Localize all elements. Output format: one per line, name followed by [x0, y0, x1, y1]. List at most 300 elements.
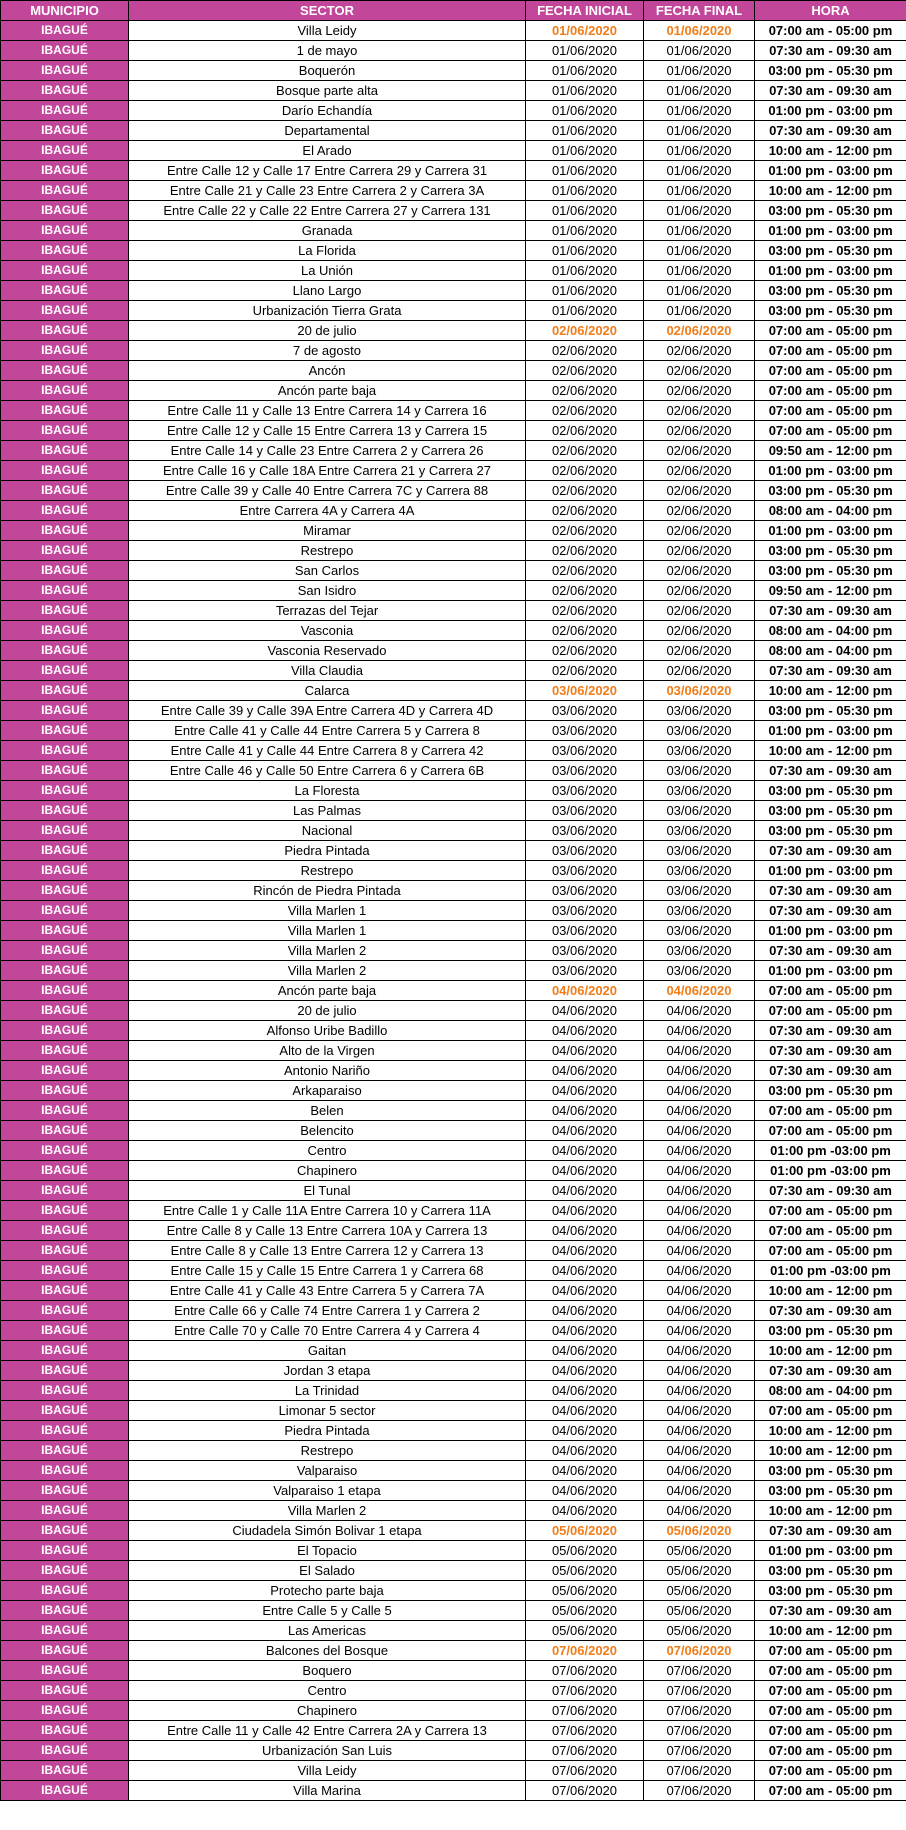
municipio-cell: IBAGUÉ	[1, 761, 129, 781]
hora-cell: 07:30 am - 09:30 am	[755, 761, 906, 781]
hora-cell: 07:30 am - 09:30 am	[755, 41, 906, 61]
hora-cell: 08:00 am - 04:00 pm	[755, 641, 906, 661]
fecha-final-cell: 04/06/2020	[644, 981, 755, 1001]
table-row	[1, 1041, 906, 1061]
municipio-cell: IBAGUÉ	[1, 681, 129, 701]
fecha-final-cell: 01/06/2020	[644, 261, 755, 281]
hora-cell: 08:00 am - 04:00 pm	[755, 1381, 906, 1401]
fecha-inicial-cell: 02/06/2020	[526, 561, 644, 581]
fecha-final-cell: 03/06/2020	[644, 681, 755, 701]
hora-cell: 03:00 pm - 05:30 pm	[755, 241, 906, 261]
fecha-final-cell: 04/06/2020	[644, 1061, 755, 1081]
sector-cell: Miramar	[129, 521, 526, 541]
table-row	[1, 121, 906, 141]
table-row	[1, 261, 906, 281]
sector-cell: Piedra Pintada	[129, 1421, 526, 1441]
hora-cell: 10:00 am - 12:00 pm	[755, 1501, 906, 1521]
table-row	[1, 981, 906, 1001]
sector-cell: Vasconia	[129, 621, 526, 641]
hora-cell: 07:00 am - 05:00 pm	[755, 1201, 906, 1221]
fecha-final-cell: 04/06/2020	[644, 1161, 755, 1181]
fecha-final-cell: 02/06/2020	[644, 561, 755, 581]
fecha-inicial-cell: 03/06/2020	[526, 701, 644, 721]
sector-cell: Villa Marlen 1	[129, 901, 526, 921]
table-row	[1, 1441, 906, 1461]
fecha-inicial-cell: 03/06/2020	[526, 901, 644, 921]
sector-cell: Vasconia Reservado	[129, 641, 526, 661]
hora-cell: 03:00 pm - 05:30 pm	[755, 1481, 906, 1501]
table-row	[1, 201, 906, 221]
sector-cell: Calarca	[129, 681, 526, 701]
table-row	[1, 1101, 906, 1121]
fecha-final-cell: 01/06/2020	[644, 181, 755, 201]
municipio-cell: IBAGUÉ	[1, 81, 129, 101]
hora-cell: 07:30 am - 09:30 am	[755, 81, 906, 101]
table-row	[1, 1161, 906, 1181]
fecha-final-cell: 07/06/2020	[644, 1721, 755, 1741]
hora-cell: 01:00 pm - 03:00 pm	[755, 161, 906, 181]
header-sector: SECTOR	[129, 1, 526, 21]
hora-cell: 03:00 pm - 05:30 pm	[755, 1321, 906, 1341]
hora-cell: 03:00 pm - 05:30 pm	[755, 781, 906, 801]
fecha-final-cell: 07/06/2020	[644, 1681, 755, 1701]
sector-cell: 7 de agosto	[129, 341, 526, 361]
municipio-cell: IBAGUÉ	[1, 101, 129, 121]
fecha-final-cell: 04/06/2020	[644, 1301, 755, 1321]
sector-cell: Departamental	[129, 121, 526, 141]
sector-cell: Arkaparaiso	[129, 1081, 526, 1101]
fecha-inicial-cell: 04/06/2020	[526, 1361, 644, 1381]
fecha-inicial-cell: 07/06/2020	[526, 1701, 644, 1721]
fecha-inicial-cell: 02/06/2020	[526, 381, 644, 401]
sector-cell: 20 de julio	[129, 1001, 526, 1021]
municipio-cell: IBAGUÉ	[1, 161, 129, 181]
sector-cell: San Carlos	[129, 561, 526, 581]
table-row	[1, 681, 906, 701]
table-row	[1, 1241, 906, 1261]
hora-cell: 01:00 pm - 03:00 pm	[755, 461, 906, 481]
fecha-inicial-cell: 03/06/2020	[526, 841, 644, 861]
sector-cell: 1 de mayo	[129, 41, 526, 61]
sector-cell: Belencito	[129, 1121, 526, 1141]
fecha-final-cell: 07/06/2020	[644, 1701, 755, 1721]
fecha-final-cell: 04/06/2020	[644, 1101, 755, 1121]
municipio-cell: IBAGUÉ	[1, 1261, 129, 1281]
municipio-cell: IBAGUÉ	[1, 401, 129, 421]
municipio-cell: IBAGUÉ	[1, 121, 129, 141]
fecha-inicial-cell: 03/06/2020	[526, 801, 644, 821]
municipio-cell: IBAGUÉ	[1, 181, 129, 201]
fecha-inicial-cell: 04/06/2020	[526, 1441, 644, 1461]
fecha-final-cell: 01/06/2020	[644, 161, 755, 181]
sector-cell: Entre Calle 8 y Calle 13 Entre Carrera 12 y Carrera 13	[129, 1241, 526, 1261]
hora-cell: 10:00 am - 12:00 pm	[755, 1281, 906, 1301]
table-row	[1, 1541, 906, 1561]
sector-cell: Piedra Pintada	[129, 841, 526, 861]
municipio-cell: IBAGUÉ	[1, 641, 129, 661]
hora-cell: 09:50 am - 12:00 pm	[755, 441, 906, 461]
fecha-inicial-cell: 04/06/2020	[526, 1181, 644, 1201]
municipio-cell: IBAGUÉ	[1, 501, 129, 521]
sector-cell: Limonar 5 sector	[129, 1401, 526, 1421]
table-row	[1, 21, 906, 41]
hora-cell: 07:30 am - 09:30 am	[755, 1041, 906, 1061]
fecha-inicial-cell: 02/06/2020	[526, 541, 644, 561]
sector-cell: Restrepo	[129, 541, 526, 561]
fecha-inicial-cell: 01/06/2020	[526, 261, 644, 281]
table-row	[1, 1501, 906, 1521]
fecha-final-cell: 01/06/2020	[644, 301, 755, 321]
fecha-inicial-cell: 04/06/2020	[526, 1341, 644, 1361]
fecha-inicial-cell: 01/06/2020	[526, 301, 644, 321]
fecha-inicial-cell: 05/06/2020	[526, 1601, 644, 1621]
sector-cell: Entre Calle 14 y Calle 23 Entre Carrera 2 y Carrera 26	[129, 441, 526, 461]
hora-cell: 03:00 pm - 05:30 pm	[755, 541, 906, 561]
fecha-final-cell: 04/06/2020	[644, 1461, 755, 1481]
sector-cell: Entre Calle 70 y Calle 70 Entre Carrera 4 y Carrera 4	[129, 1321, 526, 1341]
municipio-cell: IBAGUÉ	[1, 1781, 129, 1801]
fecha-inicial-cell: 02/06/2020	[526, 601, 644, 621]
fecha-inicial-cell: 04/06/2020	[526, 1301, 644, 1321]
table-row	[1, 1001, 906, 1021]
fecha-final-cell: 05/06/2020	[644, 1621, 755, 1641]
hora-cell: 03:00 pm - 05:30 pm	[755, 301, 906, 321]
fecha-final-cell: 04/06/2020	[644, 1241, 755, 1261]
municipio-cell: IBAGUÉ	[1, 581, 129, 601]
sector-cell: El Topacio	[129, 1541, 526, 1561]
fecha-inicial-cell: 02/06/2020	[526, 581, 644, 601]
fecha-inicial-cell: 05/06/2020	[526, 1541, 644, 1561]
sector-cell: Entre Calle 12 y Calle 15 Entre Carrera 13 y Carrera 15	[129, 421, 526, 441]
hora-cell: 07:30 am - 09:30 am	[755, 881, 906, 901]
fecha-inicial-cell: 04/06/2020	[526, 1081, 644, 1101]
fecha-final-cell: 07/06/2020	[644, 1741, 755, 1761]
fecha-final-cell: 03/06/2020	[644, 801, 755, 821]
hora-cell: 03:00 pm - 05:30 pm	[755, 281, 906, 301]
table-row	[1, 621, 906, 641]
fecha-inicial-cell: 07/06/2020	[526, 1741, 644, 1761]
sector-cell: Entre Calle 1 y Calle 11A Entre Carrera 10 y Carrera 11A	[129, 1201, 526, 1221]
fecha-final-cell: 03/06/2020	[644, 721, 755, 741]
hora-cell: 07:30 am - 09:30 am	[755, 1061, 906, 1081]
table-row	[1, 361, 906, 381]
hora-cell: 10:00 am - 12:00 pm	[755, 1621, 906, 1641]
hora-cell: 03:00 pm - 05:30 pm	[755, 801, 906, 821]
fecha-final-cell: 04/06/2020	[644, 1341, 755, 1361]
table-row	[1, 1561, 906, 1581]
municipio-cell: IBAGUÉ	[1, 901, 129, 921]
table-row	[1, 761, 906, 781]
municipio-cell: IBAGUÉ	[1, 361, 129, 381]
municipio-cell: IBAGUÉ	[1, 261, 129, 281]
municipio-cell: IBAGUÉ	[1, 481, 129, 501]
sector-cell: Villa Marlen 2	[129, 941, 526, 961]
municipio-cell: IBAGUÉ	[1, 1581, 129, 1601]
municipio-cell: IBAGUÉ	[1, 1201, 129, 1221]
sector-cell: Balcones del Bosque	[129, 1641, 526, 1661]
sector-cell: Centro	[129, 1141, 526, 1161]
hora-cell: 03:00 pm - 05:30 pm	[755, 201, 906, 221]
table-row	[1, 141, 906, 161]
hora-cell: 07:00 am - 05:00 pm	[755, 1781, 906, 1801]
table-row	[1, 321, 906, 341]
fecha-inicial-cell: 01/06/2020	[526, 61, 644, 81]
table-row	[1, 281, 906, 301]
fecha-inicial-cell: 03/06/2020	[526, 861, 644, 881]
hora-cell: 07:00 am - 05:00 pm	[755, 1121, 906, 1141]
table-row	[1, 101, 906, 121]
municipio-cell: IBAGUÉ	[1, 141, 129, 161]
sector-cell: Centro	[129, 1681, 526, 1701]
municipio-cell: IBAGUÉ	[1, 21, 129, 41]
sector-cell: Urbanización Tierra Grata	[129, 301, 526, 321]
municipio-cell: IBAGUÉ	[1, 1641, 129, 1661]
fecha-final-cell: 04/06/2020	[644, 1021, 755, 1041]
table-row	[1, 161, 906, 181]
fecha-final-cell: 03/06/2020	[644, 841, 755, 861]
fecha-inicial-cell: 04/06/2020	[526, 1041, 644, 1061]
fecha-inicial-cell: 04/06/2020	[526, 1501, 644, 1521]
table-row	[1, 521, 906, 541]
fecha-inicial-cell: 01/06/2020	[526, 161, 644, 181]
sector-cell: Granada	[129, 221, 526, 241]
sector-cell: Gaitan	[129, 1341, 526, 1361]
fecha-inicial-cell: 05/06/2020	[526, 1561, 644, 1581]
fecha-inicial-cell: 01/06/2020	[526, 141, 644, 161]
hora-cell: 08:00 am - 04:00 pm	[755, 621, 906, 641]
fecha-inicial-cell: 03/06/2020	[526, 721, 644, 741]
fecha-final-cell: 01/06/2020	[644, 121, 755, 141]
fecha-final-cell: 04/06/2020	[644, 1281, 755, 1301]
sector-cell: Nacional	[129, 821, 526, 841]
table-row	[1, 801, 906, 821]
municipio-cell: IBAGUÉ	[1, 1241, 129, 1261]
fecha-inicial-cell: 03/06/2020	[526, 781, 644, 801]
table-row	[1, 1461, 906, 1481]
table-row	[1, 1761, 906, 1781]
sector-cell: Las Americas	[129, 1621, 526, 1641]
fecha-final-cell: 02/06/2020	[644, 661, 755, 681]
hora-cell: 09:50 am - 12:00 pm	[755, 581, 906, 601]
hora-cell: 07:30 am - 09:30 am	[755, 1301, 906, 1321]
hora-cell: 07:00 am - 05:00 pm	[755, 1241, 906, 1261]
fecha-final-cell: 04/06/2020	[644, 1481, 755, 1501]
fecha-final-cell: 03/06/2020	[644, 961, 755, 981]
table-row	[1, 381, 906, 401]
municipio-cell: IBAGUÉ	[1, 461, 129, 481]
municipio-cell: IBAGUÉ	[1, 1221, 129, 1241]
table-row	[1, 501, 906, 521]
fecha-inicial-cell: 04/06/2020	[526, 1381, 644, 1401]
fecha-inicial-cell: 04/06/2020	[526, 1321, 644, 1341]
table-row	[1, 881, 906, 901]
table-row	[1, 921, 906, 941]
fecha-inicial-cell: 04/06/2020	[526, 1101, 644, 1121]
hora-cell: 07:00 am - 05:00 pm	[755, 421, 906, 441]
municipio-cell: IBAGUÉ	[1, 61, 129, 81]
fecha-inicial-cell: 02/06/2020	[526, 661, 644, 681]
sector-cell: Entre Calle 39 y Calle 39A Entre Carrera 4D y Carrera 4D	[129, 701, 526, 721]
fecha-inicial-cell: 03/06/2020	[526, 741, 644, 761]
table-row	[1, 1581, 906, 1601]
fecha-inicial-cell: 01/06/2020	[526, 121, 644, 141]
fecha-inicial-cell: 03/06/2020	[526, 681, 644, 701]
hora-cell: 03:00 pm - 05:30 pm	[755, 1461, 906, 1481]
fecha-inicial-cell: 07/06/2020	[526, 1781, 644, 1801]
table-row	[1, 561, 906, 581]
hora-cell: 01:00 pm - 03:00 pm	[755, 921, 906, 941]
municipio-cell: IBAGUÉ	[1, 1701, 129, 1721]
sector-cell: La Florida	[129, 241, 526, 261]
sector-cell: Entre Calle 46 y Calle 50 Entre Carrera 6 y Carrera 6B	[129, 761, 526, 781]
municipio-cell: IBAGUÉ	[1, 701, 129, 721]
fecha-inicial-cell: 05/06/2020	[526, 1521, 644, 1541]
sector-cell: Villa Leidy	[129, 21, 526, 41]
table-row	[1, 541, 906, 561]
table-row	[1, 1781, 906, 1801]
table-row	[1, 441, 906, 461]
fecha-final-cell: 03/06/2020	[644, 701, 755, 721]
hora-cell: 07:00 am - 05:00 pm	[755, 21, 906, 41]
fecha-inicial-cell: 03/06/2020	[526, 881, 644, 901]
table-row	[1, 1221, 906, 1241]
municipio-cell: IBAGUÉ	[1, 1101, 129, 1121]
fecha-inicial-cell: 02/06/2020	[526, 641, 644, 661]
table-row	[1, 741, 906, 761]
municipio-cell: IBAGUÉ	[1, 1761, 129, 1781]
municipio-cell: IBAGUÉ	[1, 1141, 129, 1161]
table-row	[1, 1741, 906, 1761]
fecha-final-cell: 04/06/2020	[644, 1381, 755, 1401]
municipio-cell: IBAGUÉ	[1, 741, 129, 761]
sector-cell: El Tunal	[129, 1181, 526, 1201]
municipio-cell: IBAGUÉ	[1, 921, 129, 941]
fecha-final-cell: 07/06/2020	[644, 1761, 755, 1781]
hora-cell: 01:00 pm - 03:00 pm	[755, 961, 906, 981]
municipio-cell: IBAGUÉ	[1, 621, 129, 641]
municipio-cell: IBAGUÉ	[1, 1341, 129, 1361]
hora-cell: 03:00 pm - 05:30 pm	[755, 1081, 906, 1101]
fecha-final-cell: 02/06/2020	[644, 601, 755, 621]
table-row	[1, 241, 906, 261]
table-row	[1, 781, 906, 801]
hora-cell: 07:30 am - 09:30 am	[755, 121, 906, 141]
fecha-inicial-cell: 01/06/2020	[526, 41, 644, 61]
municipio-cell: IBAGUÉ	[1, 1721, 129, 1741]
hora-cell: 10:00 am - 12:00 pm	[755, 1341, 906, 1361]
municipio-cell: IBAGUÉ	[1, 1661, 129, 1681]
fecha-final-cell: 04/06/2020	[644, 1001, 755, 1021]
fecha-inicial-cell: 07/06/2020	[526, 1681, 644, 1701]
municipio-cell: IBAGUÉ	[1, 861, 129, 881]
fecha-final-cell: 01/06/2020	[644, 201, 755, 221]
fecha-final-cell: 04/06/2020	[644, 1081, 755, 1101]
header-fecha-final: FECHA FINAL	[644, 1, 755, 21]
hora-cell: 03:00 pm - 05:30 pm	[755, 1581, 906, 1601]
municipio-cell: IBAGUÉ	[1, 1561, 129, 1581]
fecha-final-cell: 02/06/2020	[644, 481, 755, 501]
hora-cell: 03:00 pm - 05:30 pm	[755, 481, 906, 501]
fecha-inicial-cell: 05/06/2020	[526, 1621, 644, 1641]
hora-cell: 07:00 am - 05:00 pm	[755, 1701, 906, 1721]
hora-cell: 03:00 pm - 05:30 pm	[755, 61, 906, 81]
hora-cell: 07:30 am - 09:30 am	[755, 901, 906, 921]
fecha-final-cell: 07/06/2020	[644, 1781, 755, 1801]
fecha-inicial-cell: 02/06/2020	[526, 501, 644, 521]
fecha-inicial-cell: 04/06/2020	[526, 1021, 644, 1041]
fecha-final-cell: 01/06/2020	[644, 41, 755, 61]
fecha-inicial-cell: 02/06/2020	[526, 441, 644, 461]
table-row	[1, 961, 906, 981]
table-row	[1, 461, 906, 481]
table-row	[1, 861, 906, 881]
municipio-cell: IBAGUÉ	[1, 1521, 129, 1541]
fecha-final-cell: 04/06/2020	[644, 1181, 755, 1201]
fecha-final-cell: 07/06/2020	[644, 1661, 755, 1681]
hora-cell: 07:00 am - 05:00 pm	[755, 1721, 906, 1741]
sector-cell: Alfonso Uribe Badillo	[129, 1021, 526, 1041]
municipio-cell: IBAGUÉ	[1, 521, 129, 541]
hora-cell: 01:00 pm - 03:00 pm	[755, 861, 906, 881]
fecha-final-cell: 04/06/2020	[644, 1261, 755, 1281]
sector-cell: Ancón	[129, 361, 526, 381]
hora-cell: 07:30 am - 09:30 am	[755, 941, 906, 961]
sector-cell: San Isidro	[129, 581, 526, 601]
fecha-inicial-cell: 04/06/2020	[526, 1261, 644, 1281]
sector-cell: Entre Calle 41 y Calle 43 Entre Carrera 5 y Carrera 7A	[129, 1281, 526, 1301]
fecha-final-cell: 02/06/2020	[644, 361, 755, 381]
sector-cell: Darío Echandía	[129, 101, 526, 121]
municipio-cell: IBAGUÉ	[1, 1181, 129, 1201]
fecha-inicial-cell: 07/06/2020	[526, 1641, 644, 1661]
hora-cell: 07:00 am - 05:00 pm	[755, 341, 906, 361]
fecha-final-cell: 01/06/2020	[644, 141, 755, 161]
sector-cell: Belen	[129, 1101, 526, 1121]
table-row	[1, 1081, 906, 1101]
sector-cell: Entre Calle 15 y Calle 15 Entre Carrera 1 y Carrera 68	[129, 1261, 526, 1281]
table-row	[1, 1381, 906, 1401]
sector-cell: Jordan 3 etapa	[129, 1361, 526, 1381]
hora-cell: 07:00 am - 05:00 pm	[755, 1101, 906, 1121]
municipio-cell: IBAGUÉ	[1, 221, 129, 241]
fecha-inicial-cell: 01/06/2020	[526, 201, 644, 221]
hora-cell: 07:00 am - 05:00 pm	[755, 381, 906, 401]
municipio-cell: IBAGUÉ	[1, 1741, 129, 1761]
sector-cell: Villa Marlen 2	[129, 1501, 526, 1521]
sector-cell: Las Palmas	[129, 801, 526, 821]
fecha-inicial-cell: 01/06/2020	[526, 21, 644, 41]
municipio-cell: IBAGUÉ	[1, 981, 129, 1001]
fecha-inicial-cell: 02/06/2020	[526, 401, 644, 421]
fecha-inicial-cell: 02/06/2020	[526, 321, 644, 341]
table-row	[1, 1201, 906, 1221]
fecha-inicial-cell: 04/06/2020	[526, 1161, 644, 1181]
table-row	[1, 1601, 906, 1621]
sector-cell: Villa Leidy	[129, 1761, 526, 1781]
fecha-inicial-cell: 07/06/2020	[526, 1661, 644, 1681]
hora-cell: 01:00 pm -03:00 pm	[755, 1141, 906, 1161]
table-row	[1, 1181, 906, 1201]
fecha-inicial-cell: 04/06/2020	[526, 1401, 644, 1421]
table-row	[1, 341, 906, 361]
hora-cell: 07:00 am - 05:00 pm	[755, 401, 906, 421]
fecha-inicial-cell: 02/06/2020	[526, 361, 644, 381]
sector-cell: Entre Calle 8 y Calle 13 Entre Carrera 10A y Carrera 13	[129, 1221, 526, 1241]
fecha-final-cell: 04/06/2020	[644, 1141, 755, 1161]
sector-cell: Bosque parte alta	[129, 81, 526, 101]
table-row	[1, 821, 906, 841]
table-row	[1, 481, 906, 501]
